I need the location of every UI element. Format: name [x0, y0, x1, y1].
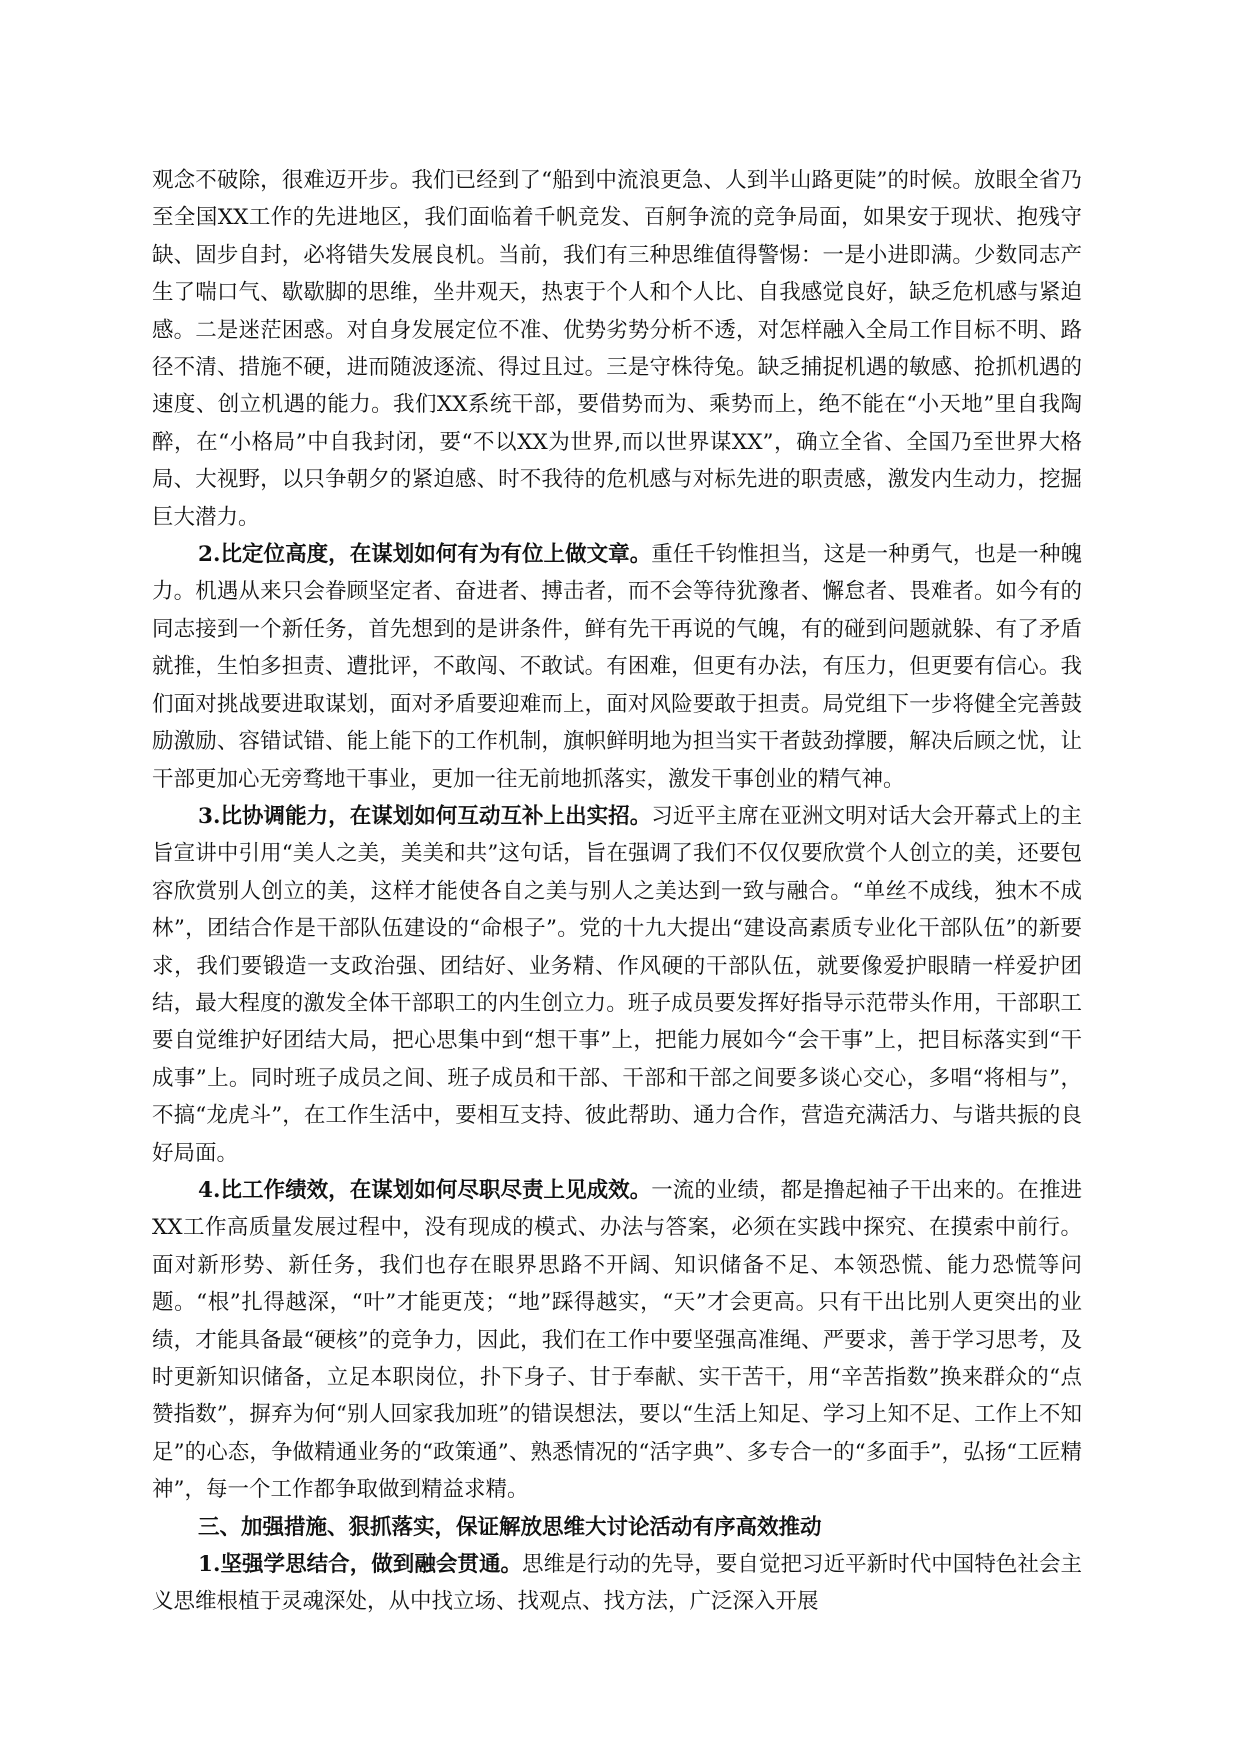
paragraph-positioning: [152, 536, 1082, 798]
paragraph-coordination: [152, 798, 1082, 1172]
paragraph-opening: 观念不破除，很难迈开步。我们已经到了“船到中流浪更急、人到半山路更陡”的时候。放眼全省乃至全国XX工作的先进地区，我们面临着千帆竞发、百舸争流的竞争局面，如果安于现状、抱残守缺、固步自封，必将错失发展良机。当前，我们有三种思维值得警惕：一是小进即满。少数同志产生了喘口气、歇歇脚的思维，坐井观天，热衷于个人和个人比、自我感觉良好，缺乏危机感与紧迫感。二是迷茫困惑。对自身发展定位不准、优势劣势分析不透，对怎样融入全局工作目标不明、路径不清、措施不硬，进而随波逐流、得过且过。三是守株待兔。缺乏捕捉机遇的敏感、抢抓机遇的速度、创立机遇的能力。我们XX系统干部，要借势而为、乘势而上，绝不能在“小天地”里自我陶醉，在“小格局”中自我封闭，要“不以XX为世界,而以世界谋XX”，确立全省、全国乃至世界大格局、大视野，以只争朝夕的紧迫感、时不我待的危机感与对标先进的职责感，激发内生动力，挖掘巨大潜力。: [152, 168, 1082, 530]
paragraph-lead: 4.比工作绩效，在谋划如何尽职尽责上见成效。: [198, 1177, 652, 1203]
paragraph-lead: 1.坚强学思结合，做到融会贯通。: [198, 1552, 523, 1578]
paragraph-body: 重任千钧惟担当，这是一种勇气，也是一种魄力。机遇从来只会眷顾坚定者、奋进者、搏击者，而不会等待犹豫者、懈怠者、畏难者。如今有的同志接到一个新任务，首先想到的是讲条件，鲜有先干再说的气魄，有的碰到问题就躲、有了矛盾就推，生怕多担责、遭批评，不敢闯、不敢试。有困难，但更有办法，有压力，但更要有信心。我们面对挑战要进取谋划，面对矛盾要迎难而上，面对风险要敢于担责。局党组下一步将健全完善鼓励激励、容错试错、能上能下的工作机制，旗帜鲜明地为担当实干者鼓劲撑腰，解决后顾之忧，让干部更加心无旁骛地干事业，更加一往无前地抓落实，激发干事创业的精气神。: [152, 542, 1082, 792]
paragraph-study: [152, 1546, 1082, 1621]
section-heading: 三、加强措施、狠抓落实，保证解放思维大讨论活动有序高效推动: [198, 1514, 822, 1540]
paragraph-lead: 3.比协调能力，在谋划如何互动互补上出实招。: [198, 803, 652, 829]
paragraph-lead: 2.比定位高度，在谋划如何有为有位上做文章。: [198, 542, 652, 568]
paragraph-body: 思维是行动的先导，要自觉把习近平新时代中国特色社会主义思维根植于灵魂深处，从中找立场、找观点、找方法，广泛深入开展: [152, 1552, 1082, 1615]
document-page: [152, 162, 1082, 1621]
paragraph-body: 一流的业绩，都是撸起袖子干出来的。在推进XX工作高质量发展过程中，没有现成的模式、办法与答案，必须在实践中探究、在摸索中前行。面对新形势、新任务，我们也存在眼界思路不开阔、知识储备不足、本领恐慌、能力恐慌等问题。“根”扎得越深，“叶”才能更茂；“地”踩得越实，“天”才会更高。只有干出比别人更突出的业绩，才能具备最“硬核”的竞争力，因此，我们在工作中要坚强高准绳、严要求，善于学习思考，及时更新知识储备，立足本职岗位，扑下身子、甘于奉献、实干苦干，用“辛苦指数”换来群众的“点赞指数”，摒弃为何“别人回家我加班”的错误想法，要以“生活上知足、学习上知不足、工作上不知足”的心态，争做精通业务的“政策通”、熟悉情况的“活字典”、多专合一的“多面手”，弘扬“工匠精神”，每一个工作都争取做到精益求精。: [152, 1177, 1082, 1503]
paragraph-performance: [152, 1172, 1082, 1509]
paragraph-body: 习近平主席在亚洲文明对话大会开幕式上的主旨宣讲中引用“美人之美，美美和共”这句话，旨在强调了我们不仅仅要欣赏个人创立的美，还要包容欣赏别人创立的美，这样才能使各自之美与别人之美达到一致与融合。“单丝不成线，独木不成林”，团结合作是干部队伍建设的“命根子”。党的十九大提出“建设高素质专业化干部队伍”的新要求，我们要锻造一支政治强、团结好、业务精、作风硬的干部队伍，就要像爱护眼睛一样爱护团结，最大程度的激发全体干部职工的内生创立力。班子成员要发挥好指导示范带头作用，干部职工要自觉维护好团结大局，把心思集中到“想干事”上，把能力展如今“会干事”上，把目标落实到“干成事”上。同时班子成员之间、班子成员和干部、干部和干部之间要多谈心交心，多唱“将相与”，不搞“龙虎斗”，在工作生活中，要相互支持、彼此帮助、通力合作，营造充满活力、与谐共振的良好局面。: [152, 803, 1082, 1166]
